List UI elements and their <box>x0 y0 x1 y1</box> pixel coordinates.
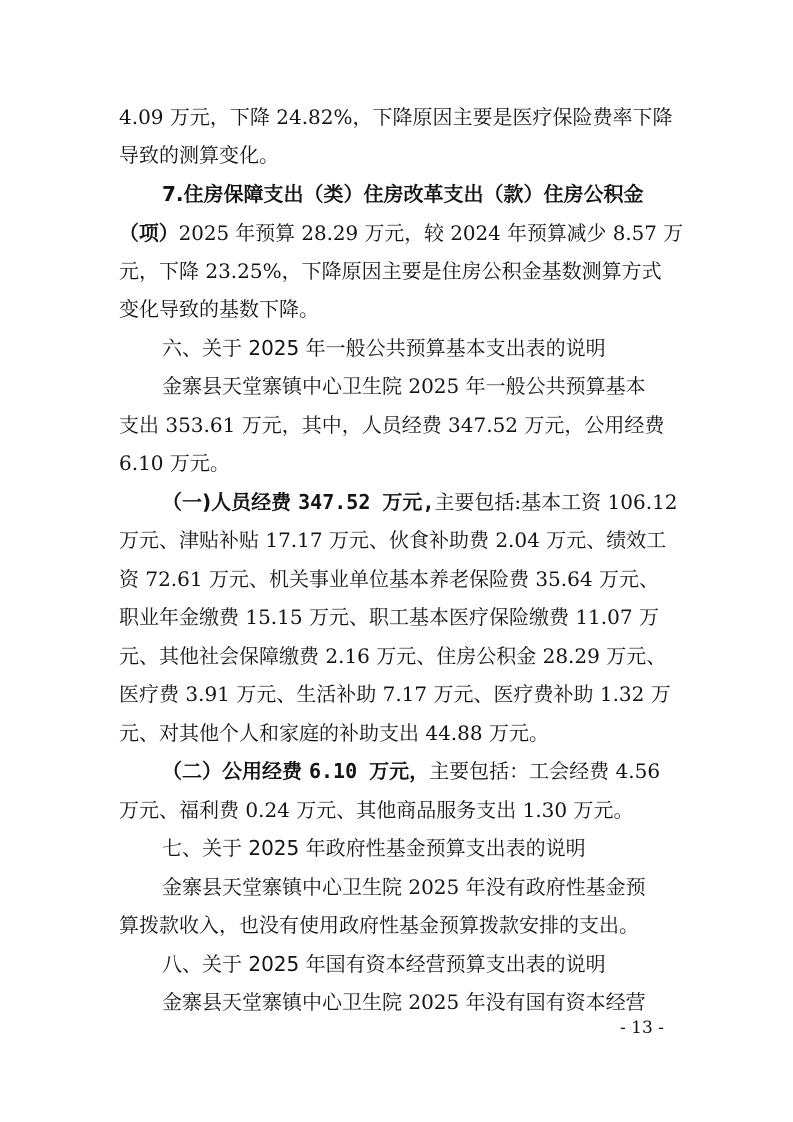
text-line <box>162 756 660 786</box>
section-heading: 八、关于 2025 年国有资本经营预算支出表的说明 <box>162 952 606 976</box>
section-item-heading: 7.住房保障支出（类）住房改革支出（款）住房公积金 <box>162 182 644 206</box>
section-heading: 六、关于 2025 年一般公共预算基本支出表的说明 <box>162 336 606 360</box>
text-line: 算拨款收入，也没有使用政府性基金预算拨款安排的支出。 <box>119 913 639 937</box>
text-line <box>162 487 678 517</box>
item-heading-suffix: （项） <box>119 221 179 245</box>
subsection-amount: 347.52 万元, <box>298 490 435 514</box>
text-line: 医疗费 3.91 万元、生活补助 7.17 万元、医疗费补助 1.32 万 <box>119 682 671 706</box>
text-span: 主要包括:基本工资 106.12 <box>434 490 678 514</box>
text-line: 支出 353.61 万元，其中，人员经费 347.52 万元，公用经费 <box>119 413 665 437</box>
text-line: 金寨县天堂寨镇中心卫生院 2025 年一般公共预算基本 <box>162 374 646 398</box>
text-line: 万元、福利费 0.24 万元、其他商品服务支出 1.30 万元。 <box>119 798 634 822</box>
text-span: 2025 年预算 28.29 万元，较 2024 年预算减少 8.57 万 <box>178 221 684 245</box>
text-span: 主要包括：工会经费 4.56 <box>429 759 661 783</box>
text-line: 4.09 万元，下降 24.82%，下降原因主要是医疗保险费率下降 <box>119 105 673 129</box>
text-line: 万元、津贴补贴 17.17 万元、伙食补助费 2.04 万元、绩效工 <box>119 528 667 552</box>
subsection-heading: （一)人员经费 <box>162 490 299 514</box>
text-line: 金寨县天堂寨镇中心卫生院 2025 年没有政府性基金预 <box>162 875 646 899</box>
text-line: 元、其他社会保障缴费 2.16 万元、住房公积金 28.29 万元、 <box>119 644 667 668</box>
text-line: 6.10 万元。 <box>119 451 230 475</box>
text-line: 变化导致的基数下降。 <box>119 297 319 321</box>
text-line: 资 72.61 万元、机关事业单位基本养老保险费 35.64 万元、 <box>119 567 659 591</box>
subsection-amount: 6.10 万元， <box>308 759 430 783</box>
text-line: 职业年金缴费 15.15 万元、职工基本医疗保险缴费 11.07 万 <box>119 605 659 629</box>
section-heading: 七、关于 2025 年政府性基金预算支出表的说明 <box>162 836 586 860</box>
page-number: - 13 - <box>620 1018 664 1038</box>
text-line <box>119 218 683 248</box>
text-line: 导致的测算变化。 <box>119 143 279 167</box>
text-line: 元、对其他个人和家庭的补助支出 44.88 万元。 <box>119 721 549 745</box>
text-line: 元，下降 23.25%，下降原因主要是住房公积金基数测算方式 <box>119 259 662 283</box>
subsection-heading: （二）公用经费 <box>162 759 309 783</box>
text-line: 金寨县天堂寨镇中心卫生院 2025 年没有国有资本经营 <box>162 990 646 1014</box>
